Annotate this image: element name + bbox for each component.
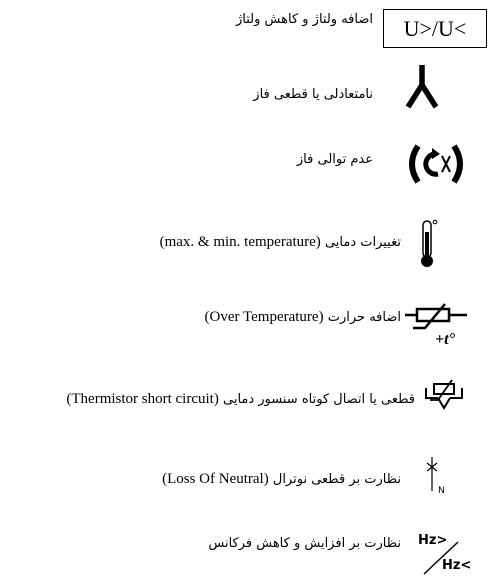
temperature-label-fa: تغییرات دمایی <box>324 235 401 250</box>
neutral-loss-icon <box>422 455 452 497</box>
voltage-symbol-text: U>/U< <box>403 15 467 41</box>
voltage-symbol-box <box>383 9 487 48</box>
voltage-label-fa: اضافه ولتاژ و کاهش ولتاژ <box>236 12 373 27</box>
thermistor-short-label-en: (Thermistor short circuit) <box>66 391 219 407</box>
thermistor-short-circuit-icon <box>424 376 464 412</box>
over-temperature-symbol-text: +t° <box>435 331 455 348</box>
thermometer-icon <box>416 218 438 270</box>
phase-sequence-label <box>297 152 373 168</box>
over-temperature-label-en: (Over Temperature) <box>204 309 324 325</box>
over-temperature-label <box>205 309 401 326</box>
temperature-label-en: (max. & min. temperature) <box>159 234 321 250</box>
phase-sequence-rotation-icon <box>404 142 468 186</box>
over-temperature-thermistor-icon <box>405 300 473 350</box>
neutral-symbol-text: N <box>438 486 445 496</box>
phase-loss-label-fa: نامتعادلی یا قطعی فاز <box>253 87 373 102</box>
temperature-label <box>160 234 401 251</box>
frequency-symbol-top: Hz> <box>418 533 448 548</box>
phase-unbalance-fork-icon <box>404 63 440 113</box>
over-temperature-label-fa: اضافه حرارت <box>327 310 401 325</box>
frequency-label-fa: نظارت بر افزایش و کاهش فرکانس <box>208 536 401 551</box>
thermistor-short-label <box>66 391 415 408</box>
frequency-label <box>208 536 401 552</box>
neutral-loss-label <box>162 471 401 488</box>
phase-loss-label <box>253 87 373 103</box>
neutral-loss-label-en: (Loss Of Neutral) <box>162 471 269 487</box>
thermistor-short-label-fa: قطعی یا اتصال کوتاه سنسور دمایی <box>222 392 415 407</box>
phase-sequence-label-fa: عدم توالی فاز <box>296 152 373 167</box>
neutral-loss-label-fa: نظارت بر قطعی نوترال <box>272 472 401 487</box>
frequency-over-under-icon <box>418 530 484 576</box>
voltage-label <box>236 12 373 28</box>
frequency-symbol-bottom: Hz< <box>442 558 472 573</box>
